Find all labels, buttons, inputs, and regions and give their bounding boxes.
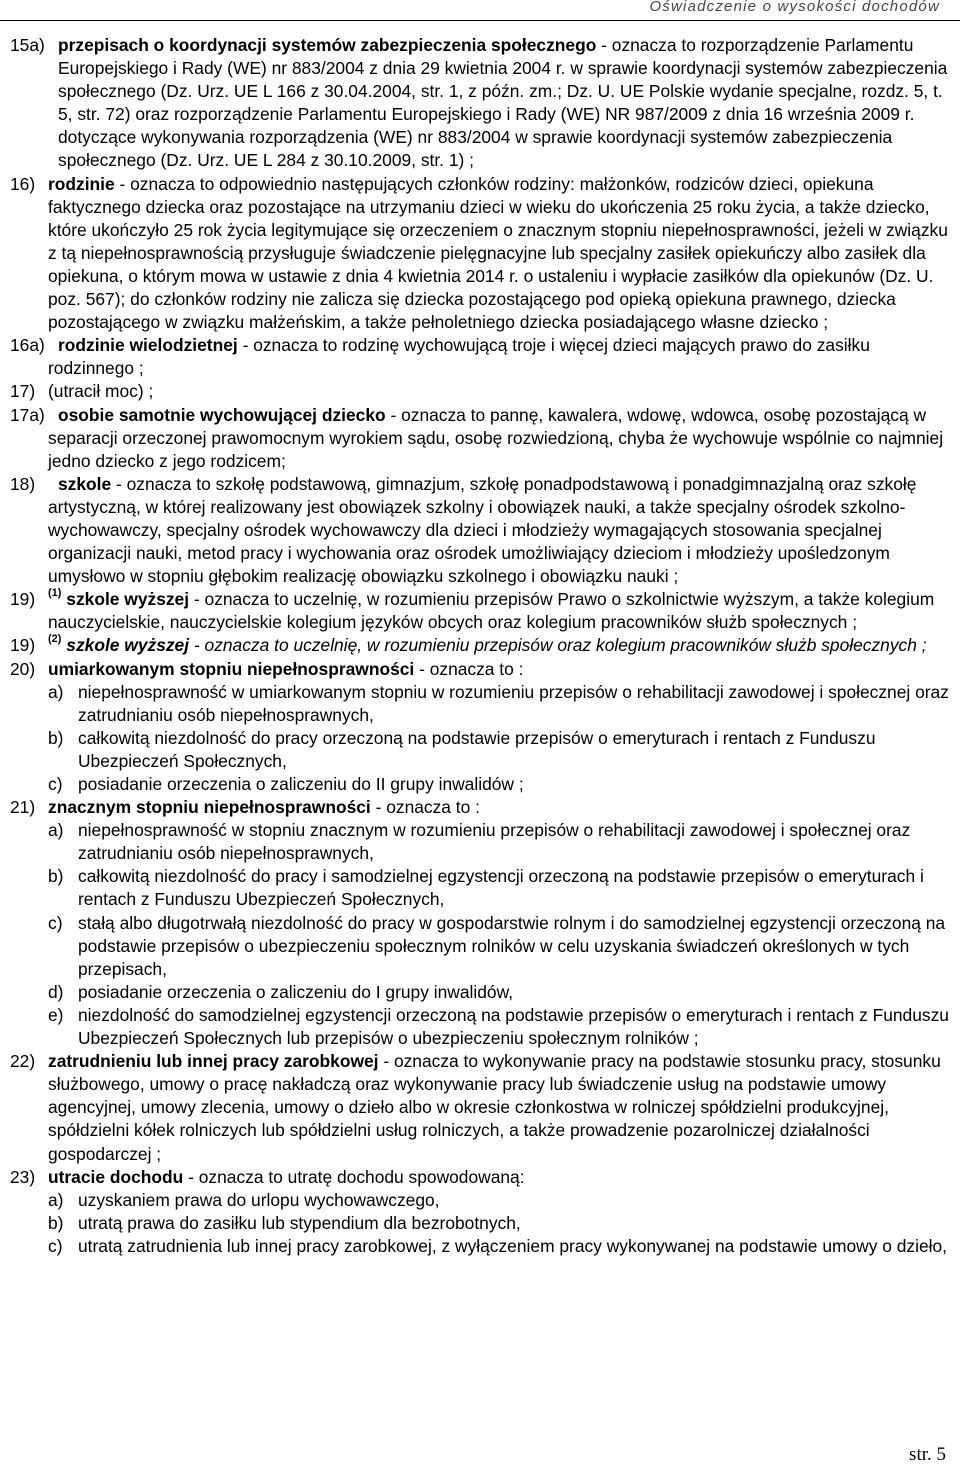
definition-text: - oznacza to uczelnię, w rozumieniu przepisów Prawo o szkolnictwie wyższym, a także kolegium nauczycielskie, nauczycielskie kolegium języków obcych oraz kolegium pracowników służb społecznych ; xyxy=(48,589,935,633)
item-text: utratą prawa do zasiłku lub stypendium dla bezrobotnych, xyxy=(78,1212,521,1233)
item-letter: c) xyxy=(48,1235,63,1256)
definition-body xyxy=(48,404,955,473)
definition-text: - oznacza to : xyxy=(414,658,524,679)
definition-23-item-b xyxy=(48,1212,955,1235)
definition-body xyxy=(48,173,955,335)
definition-19-1 xyxy=(10,588,955,634)
definition-term: rodzinie wielodzietnej xyxy=(58,335,238,356)
definition-number: 15a) xyxy=(10,35,45,55)
item-text: niepełnosprawność w umiarkowanym stopniu w rozumieniu przepisów o rehabilitacji zawodowej i społecznej oraz zatrudnianiu osób niepełnosprawnych, xyxy=(78,681,949,725)
header-rule xyxy=(0,20,960,21)
definition-body xyxy=(48,796,955,819)
definition-22 xyxy=(10,1050,955,1165)
document-header-title: Oświadczenie o wysokości dochodów xyxy=(649,0,940,15)
item-text: stałą albo długotrwałą niezdolność do pracy w gospodarstwie rolnym i do samodzielnej egzystencji orzeczoną na podstawie przepisów o ubezpieczeniu społecznym rolników w celu uzyskania świadczeń określonych w tych przepisach, xyxy=(78,912,946,979)
definition-text: - oznacza to szkołę podstawową, gimnazjum, szkołę ponadpodstawową i ponadgimnazjalną oraz szkołę artystyczną, w której realizowany jest obowiązek szkolny i obowiązek nauki, a także specjalny ośrodek szkolno-wychowawczy, specjalny ośrodek wychowawczy dla dzieci i młodzieży wymagających stosowania specjalnej organizacji nauki, metod pracy i wychowania oraz ośrodek umożliwiający dzieciom i młodzieży upośledzonym umysłowo w stopniu głębokim realizację obowiązku szkolnego i obowiązku nauki ; xyxy=(48,473,917,587)
definition-20-item-a xyxy=(48,681,955,727)
definition-21 xyxy=(10,796,955,819)
item-letter: d) xyxy=(48,981,64,1002)
definition-body xyxy=(48,334,955,380)
definition-body xyxy=(48,588,955,634)
definitions-list xyxy=(10,34,955,1258)
item-letter: c) xyxy=(48,774,63,794)
definition-term: rodzinie xyxy=(48,173,115,194)
definition-number: 16a) xyxy=(10,335,45,356)
definition-21-item-e xyxy=(48,1004,955,1050)
definition-15a xyxy=(10,34,955,173)
definition-text: - oznacza to : xyxy=(370,797,480,818)
item-letter: b) xyxy=(48,727,64,748)
definition-number: 23) xyxy=(10,1166,36,1187)
item-letter: c) xyxy=(48,912,63,933)
definition-text: - oznacza to rozporządzenie Parlamentu Europejskiego i Rady (WE) nr 883/2004 z dnia 29 kwietnia 2004 r. w sprawie koordynacji systemów zabezpieczenia społecznego (Dz. Urz. UE L 166 z 30.04.2004, str. 1, z późn. zm.; Dz. U. UE Polskie wydanie specjalne, rozdz. 5, t. 5, str. 72) oraz rozporządzenie Parlamentu Europejskiego i Rady (WE) NR 987/2009 z dnia 16 września 2009 r. dotyczące wykonywania rozporządzenia (WE) nr 883/2004 w sprawie koordynacji systemów zabezpieczenia społecznego (Dz. Urz. UE L 284 z 30.10.2009, str. 1) ; xyxy=(58,35,948,171)
item-text: posiadanie orzeczenia o zaliczeniu do I grupy inwalidów, xyxy=(78,981,514,1002)
definition-term: osobie samotnie wychowującej dziecko xyxy=(58,404,386,425)
item-text: uzyskaniem prawa do urlopu wychowawczego, xyxy=(78,1189,440,1210)
definition-term: szkole xyxy=(58,473,112,494)
definition-number: 17a) xyxy=(10,404,45,425)
definition-20-item-c xyxy=(48,773,955,796)
definition-term: szkole wyższej xyxy=(66,635,190,656)
item-letter: a) xyxy=(48,1189,64,1210)
definition-text: (utracił moc) ; xyxy=(48,381,154,402)
definition-18 xyxy=(10,473,955,588)
definition-number: 22) xyxy=(10,1051,36,1072)
definition-text: - oznacza to pannę, kawalera, wdowę, wdowca, osobę pozostającą w separacji orzeczonej prawomocnym wyrokiem sądu, osobę rozwiedzioną, chyba że wychowuje wspólnie co najmniej jedno dziecko z jego rodzicem; xyxy=(48,404,944,471)
definition-body xyxy=(48,473,955,588)
definition-text: - oznacza to odpowiednio następujących członków rodziny: małżonków, rodziców dzieci, opiekuna faktycznego dziecka oraz pozostające na utrzymaniu dzieci w wieku do ukończenia 25 roku życia, a także dziecko, które ukończyło 25 rok życia legitymujące się orzeczeniem o znacznym stopniu niepełnosprawności, jeżeli w związku z tą niepełnosprawnością przysługuje świadczenie pielęgnacyjne lub specjalny zasiłek opiekuńczy albo zasiłek dla opiekuna, o którym mowa w ustawie z dnia 4 kwietnia 2014 r. o ustaleniu i wypłacie zasiłków dla opiekunów (Dz. U. poz. 567); do członków rodziny nie zalicza się dziecka pozostającego pod opieką opiekuna prawnego, dziecka pozostającego w związku małżeńskim, a także pełnoletniego dziecka posiadającego własne dziecko ; xyxy=(48,173,948,333)
definition-term: zatrudnieniu lub innej pracy zarobkowej xyxy=(48,1051,379,1072)
item-text: całkowitą niezdolność do pracy i samodzielnej egzystencji orzeczoną na podstawie przepisów o emeryturach i rentach z Funduszu Ubezpieczeń Społecznych, xyxy=(78,866,924,910)
definition-number: 19) xyxy=(10,589,36,610)
definition-23 xyxy=(10,1166,955,1189)
definition-term: utracie dochodu xyxy=(48,1166,184,1187)
item-text: utratą zatrudnienia lub innej pracy zarobkowej, z wyłączeniem pracy wykonywanej na podstawie umowy o dzieło, xyxy=(78,1235,948,1256)
definition-term: umiarkowanym stopniu niepełnosprawności xyxy=(48,658,415,679)
definition-23-item-a xyxy=(48,1189,955,1212)
definition-text: - oznacza to wykonywanie pracy na podstawie stosunku pracy, stosunku służbowego, umowy o pracę nakładczą oraz wykonywanie pracy lub świadczenie usług na podstawie umowy agencyjnej, umowy zlecenia, umowy o dzieło albo w okresie członkostwa w rolniczej spółdzielni produkcyjnej, spółdzielni kółek rolniczych lub spółdzielni usług rolniczych, a także prowadzenie pozarolniczej działalności gospodarczej ; xyxy=(48,1051,941,1164)
page-number: str. 5 xyxy=(909,1444,946,1465)
item-text: niepełnosprawność w stopniu znacznym w rozumieniu przepisów o rehabilitacji zawodowej i społecznej oraz zatrudnianiu osób niepełnosprawnych, xyxy=(78,820,911,864)
definition-term: przepisach o koordynacji systemów zabezpieczenia społecznego xyxy=(58,35,597,55)
definition-17a xyxy=(10,404,955,473)
item-letter: b) xyxy=(48,1212,64,1233)
definition-number: 20) xyxy=(10,658,36,679)
definition-text: - oznacza to uczelnię, w rozumieniu przepisów oraz kolegium pracowników służb społecznych ; xyxy=(189,635,927,656)
definition-number: 17) xyxy=(10,381,36,402)
definition-term: szkole wyższej xyxy=(66,589,190,610)
definition-20 xyxy=(10,658,955,681)
item-letter: a) xyxy=(48,820,64,841)
item-letter: b) xyxy=(48,866,64,887)
definition-23-item-c xyxy=(48,1235,955,1258)
definition-21-item-b xyxy=(48,865,955,911)
definition-17 xyxy=(10,380,955,403)
item-text: posiadanie orzeczenia o zaliczeniu do II grupy inwalidów ; xyxy=(78,774,524,794)
definition-21-item-a xyxy=(48,819,955,865)
definition-number: 18) xyxy=(10,473,36,494)
version-marker: (2) xyxy=(48,633,62,646)
definition-number: 19) xyxy=(10,635,36,656)
version-marker: (1) xyxy=(48,587,62,600)
definition-20-item-b xyxy=(48,727,955,773)
definition-body xyxy=(48,380,955,403)
definition-21-item-d xyxy=(48,981,955,1004)
definition-16a xyxy=(10,334,955,380)
definition-19-2 xyxy=(10,634,955,657)
item-text: niezdolność do samodzielnej egzystencji orzeczoną na podstawie przepisów o emeryturach i rentach z Funduszu Ubezpieczeń Społecznych lub przepisów o ubezpieczeniu społecznym rolników ; xyxy=(78,1004,949,1049)
definition-number: 16) xyxy=(10,173,36,194)
definition-number: 21) xyxy=(10,797,36,818)
definition-text: - oznacza to rodzinę wychowującą troje i więcej dzieci mających prawo do zasiłku rodzinnego ; xyxy=(48,335,870,379)
definition-text: - oznacza to utratę dochodu spowodowaną: xyxy=(183,1166,525,1187)
definition-body xyxy=(48,1050,955,1165)
definition-term: znacznym stopniu niepełnosprawności xyxy=(48,797,371,818)
definition-body xyxy=(48,658,955,681)
definition-16 xyxy=(10,173,955,335)
item-letter: e) xyxy=(48,1004,64,1025)
definition-body xyxy=(58,34,955,173)
item-text: całkowitą niezdolność do pracy orzeczoną na podstawie przepisów o emeryturach i rentach z Funduszu Ubezpieczeń Społecznych, xyxy=(78,727,876,771)
item-letter: a) xyxy=(48,681,64,702)
definition-21-item-c xyxy=(48,912,955,981)
definition-body xyxy=(48,634,955,657)
definition-body xyxy=(48,1166,955,1189)
